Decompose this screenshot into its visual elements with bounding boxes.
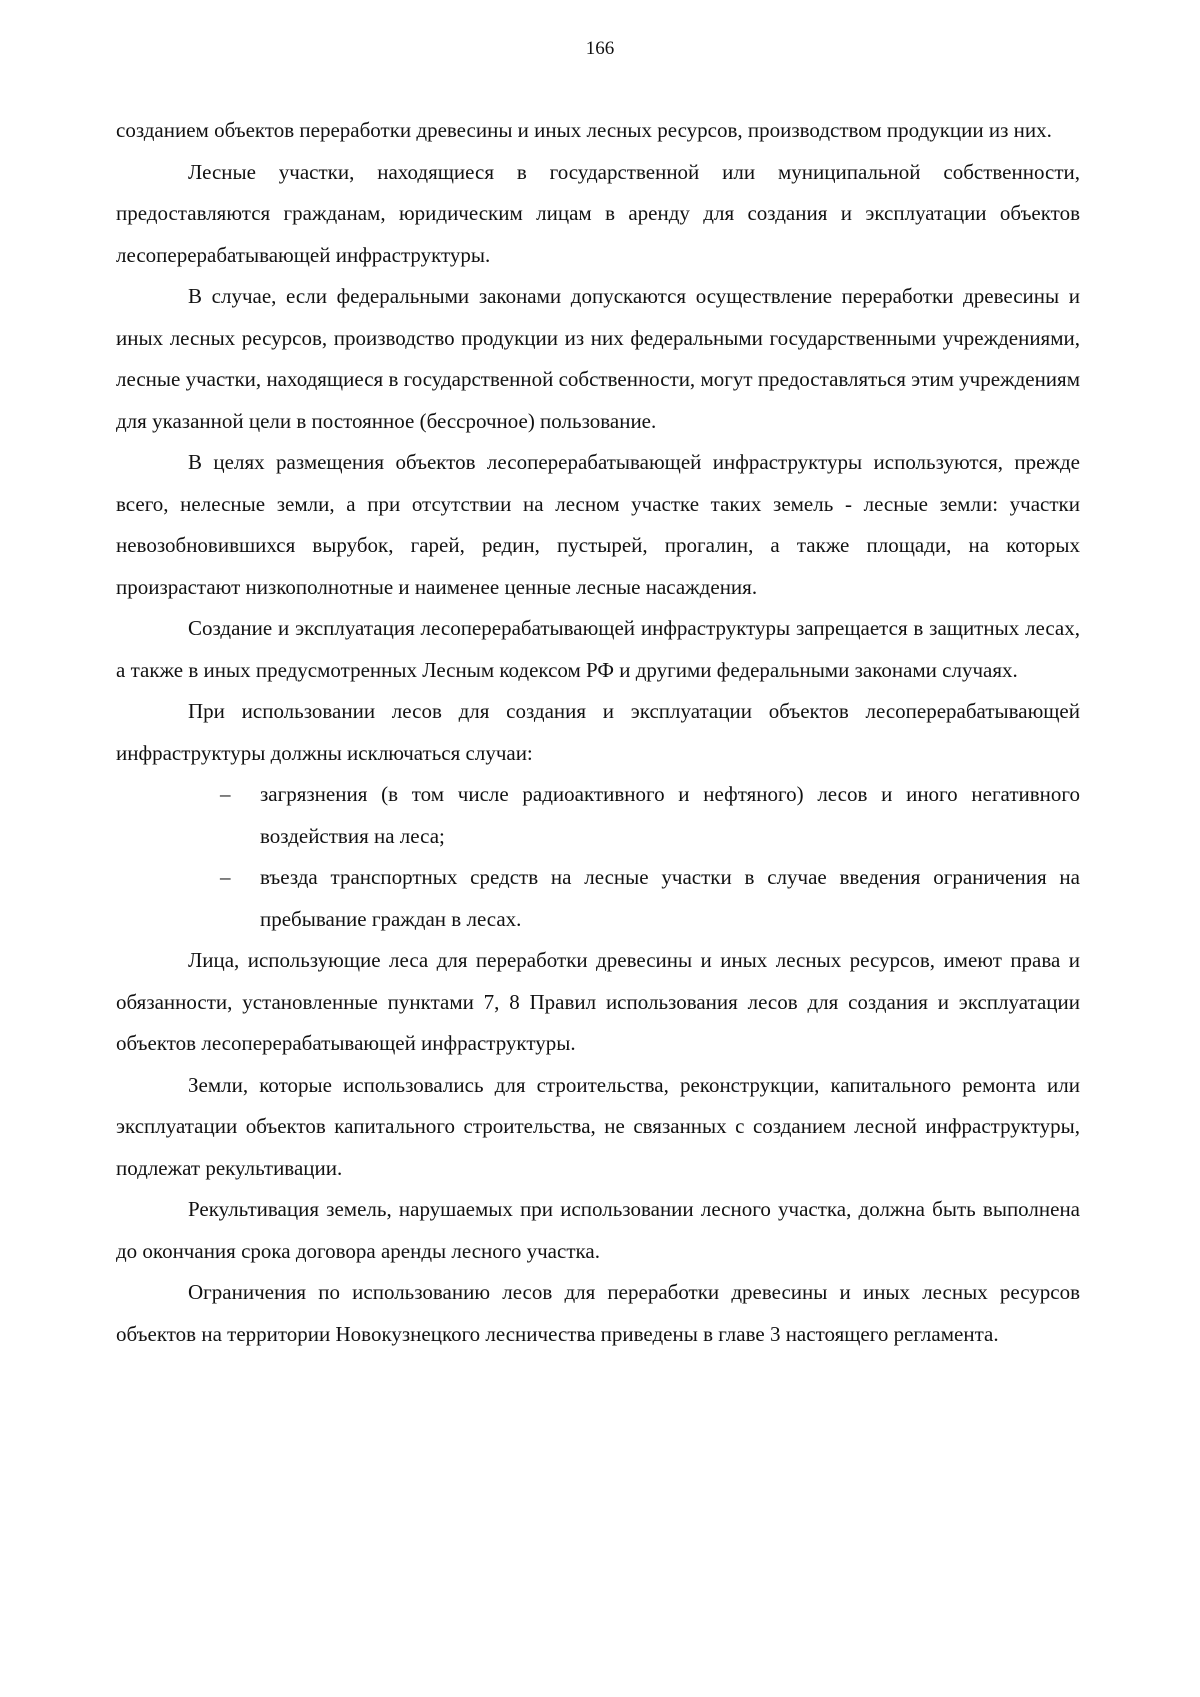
document-body: [116, 110, 1080, 1355]
list-item: [116, 774, 1080, 857]
page-number: 166: [585, 38, 615, 59]
list-dash: –: [220, 782, 231, 806]
paragraph: В случае, если федеральными законами допускаются осуществление переработки древесины и иных лесных ресурсов, производство продукции из них федеральными государственными учреждениями, лесные участки, находящиеся в государственной собственности, могут предоставляться этим учреждениям для указанной цели в постоянное (бессрочное) пользование.: [116, 284, 1080, 433]
paragraph: Лица, использующие леса для переработки древесины и иных лесных ресурсов, имеют права и обязанности, установленные пунктами 7, 8 Правил использования лесов для создания и эксплуатации объектов лесоперерабатывающей инфраструктуры.: [116, 948, 1080, 1055]
paragraph: Создание и эксплуатация лесоперерабатывающей инфраструктуры запрещается в защитных лесах, а также в иных предусмотренных Лесным кодексом РФ и другими федеральными законами случаях.: [116, 616, 1080, 682]
list-item-text: загрязнения (в том числе радиоактивного и нефтяного) лесов и иного негативного воздействия на леса;: [260, 782, 1080, 848]
paragraph: В целях размещения объектов лесоперерабатывающей инфраструктуры используются, прежде всего, нелесные земли, а при отсутствии на лесном участке таких земель - лесные земли: участки невозобновившихся вырубок, гарей, редин, пустырей, прогалин, а также площади, на которых произрастают низкополнотные и наименее ценные лесные насаждения.: [116, 450, 1080, 599]
paragraph: Рекультивация земель, нарушаемых при использовании лесного участка, должна быть выполнена до окончания срока договора аренды лесного участка.: [116, 1197, 1080, 1263]
paragraph: При использовании лесов для создания и эксплуатации объектов лесоперерабатывающей инфраструктуры должны исключаться случаи:: [116, 699, 1080, 765]
list-item: [116, 857, 1080, 940]
paragraph: Лесные участки, находящиеся в государственной или муниципальной собственности, предоставляются гражданам, юридическим лицам в аренду для создания и эксплуатации объектов лесоперерабатывающей инфраструктуры.: [116, 159, 1080, 267]
paragraph: Земли, которые использовались для строительства, реконструкции, капитального ремонта или эксплуатации объектов капитального строительства, не связанных с созданием лесной инфраструктуры, подлежат рекультивации.: [116, 1072, 1080, 1180]
paragraph: Ограничения по использованию лесов для переработки древесины и иных лесных ресурсов объектов на территории Новокузнецкого лесничества приведены в главе 3 настоящего регламента.: [116, 1280, 1080, 1346]
restriction-list: [116, 774, 1080, 940]
paragraph-continuation: созданием объектов переработки древесины и иных лесных ресурсов, производством продукции из них.: [116, 118, 1052, 142]
list-item-text: въезда транспортных средств на лесные участки в случае введения ограничения на пребывание граждан в лесах.: [260, 865, 1080, 931]
list-dash: –: [220, 865, 231, 889]
